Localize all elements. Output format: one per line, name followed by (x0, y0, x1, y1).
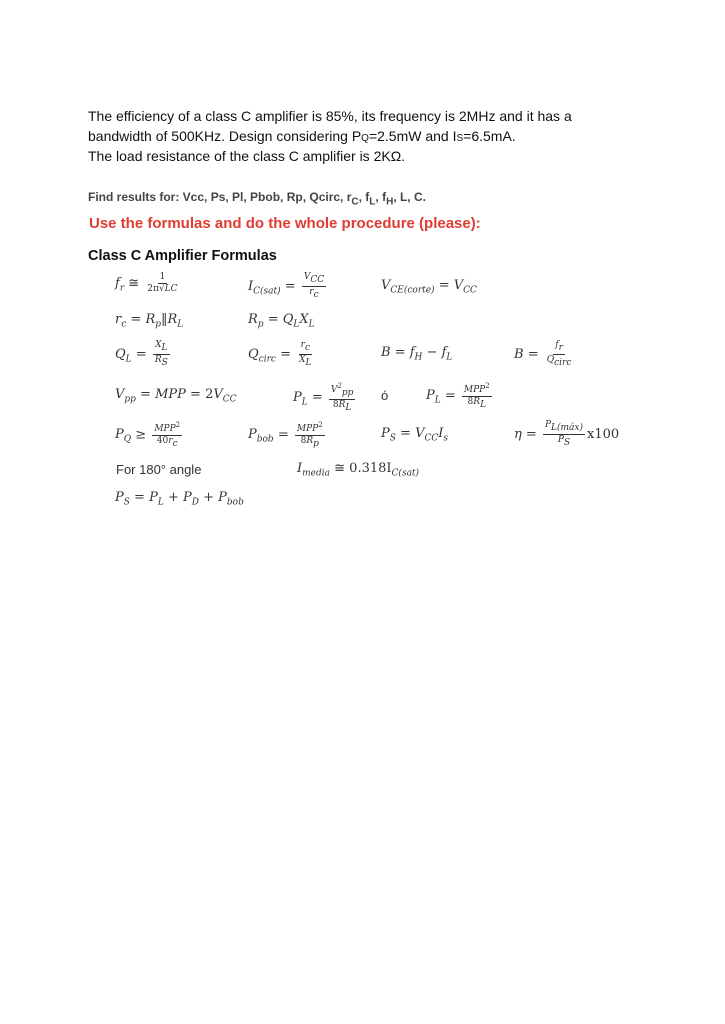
formula-rp: $R_p = Q_LX_L$ (248, 312, 315, 330)
imedia-value: ≅ 0.318I (334, 461, 392, 476)
formula-imedia: $I_{media}$ ≅ $0.318I_{C(sat)}$ (297, 461, 420, 479)
formula-vpp: $V_{pp}$ = MPP = $2V_{CC}$ (115, 387, 237, 405)
formula-vce-corte: $V_{CE(corte)} = V_{CC}$ (381, 278, 477, 296)
find-sub-h: H (386, 196, 394, 208)
problem-line-1: The efficiency of a class C amplifier is 85%, its frequency is 2MHz and it has a (88, 108, 572, 124)
formula-pq: $P_Q$ ≥ $\frac{MPP^2}{40r_c}$ (115, 421, 181, 449)
or-word: ó (381, 388, 389, 403)
find-mid-2: , f (375, 190, 387, 204)
formula-pl-vpp: $P_L$ = $\frac{V^2_{pp}}{8R_L}$ (293, 382, 354, 413)
find-text: Find results for: Vcc, Ps, Pl, Pbob, Rp, Qcirc, r (88, 190, 352, 204)
formula-pl-mpp: $P_L$ = $\frac{MPP^2}{8R_L}$ (426, 382, 490, 410)
problem-line-2-b: =2.5mW and I (368, 128, 457, 144)
formula-rc: $r_c$ = $R_p‖R_L$ (115, 312, 184, 330)
find-mid-1: , f (358, 190, 370, 204)
formula-efficiency: η = $\frac{P_{L(máx)}}{P_S}$ x100 (514, 420, 620, 448)
formula-qcirc: $Q_{circ}$ = $\frac{r_c}{X_L}$ (248, 340, 312, 368)
formula-resonant-frequency: $f_r$ ≅ $\frac{1}{2\pi√LC}$ (115, 272, 178, 294)
problem-line-2-c: =6.5mA. (463, 128, 516, 144)
problem-line-3: The load resistance of the class C amplifier is 2KΩ. (88, 148, 406, 164)
instruction: Use the formulas and do the whole procedure (please): (89, 215, 481, 232)
formula-ps: $P_S = V_{CC}I_s$ (381, 426, 449, 444)
find-sub-c: C (351, 196, 359, 208)
problem-line-2-a: bandwidth of 500KHz. Design considering P (88, 128, 362, 144)
x100-label: x100 (587, 426, 620, 442)
formula-ic-sat: $I_{C(sat)}$ = $\frac{V_{CC}}{r_c}$ (248, 272, 325, 300)
formula-ps-sum: $P_S = P_L + P_D + P_{bob}$ (115, 490, 244, 508)
formula-pbob: $P_{bob}$ = $\frac{MPP^2}{8R_p}$ (248, 421, 323, 449)
formulas-title: Class C Amplifier Formulas (88, 248, 277, 264)
find-sub-l: L (369, 196, 376, 208)
formula-bandwidth: $B = f_H - f_L$ (381, 345, 453, 363)
pq-subscript: Q (361, 133, 369, 144)
find-end: , L, C. (393, 190, 426, 204)
find-results (88, 190, 426, 207)
angle-label: For 180° angle (116, 462, 202, 477)
is-subscript: S (456, 133, 464, 144)
formula-ql: $Q_L$ = $\frac{X_L}{R_S}$ (115, 340, 168, 368)
formula-bandwidth-qcirc: B = $\frac{f_r}{Q_{circ}}$ (514, 340, 572, 368)
